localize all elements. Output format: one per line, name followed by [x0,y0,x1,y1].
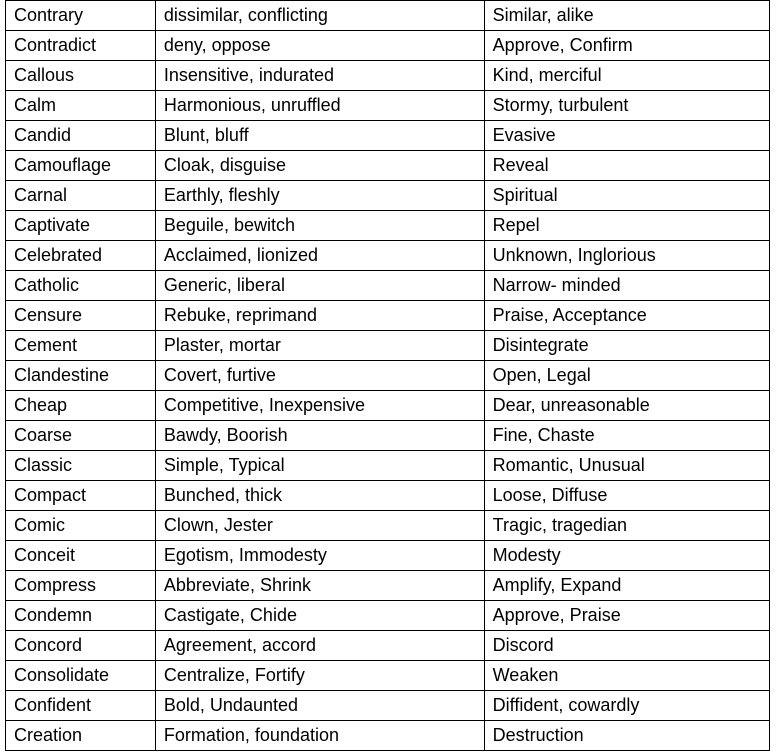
antonyms-cell: Dear, unreasonable [484,391,769,421]
synonyms-cell: deny, oppose [155,31,484,61]
table-row [6,31,770,61]
word-cell: Candid [6,121,156,151]
synonyms-cell: Castigate, Chide [155,601,484,631]
synonyms-cell: Rebuke, reprimand [155,301,484,331]
synonyms-cell: Beguile, bewitch [155,211,484,241]
antonyms-cell: Praise, Acceptance [484,301,769,331]
synonyms-cell: Abbreviate, Shrink [155,571,484,601]
table-row [6,241,770,271]
antonyms-cell: Similar, alike [484,1,769,31]
word-cell: Coarse [6,421,156,451]
antonyms-cell: Open, Legal [484,361,769,391]
table-row [6,541,770,571]
synonyms-cell: Harmonious, unruffled [155,91,484,121]
antonyms-cell: Unknown, Inglorious [484,241,769,271]
antonyms-cell: Loose, Diffuse [484,481,769,511]
table-row [6,511,770,541]
word-cell: Clandestine [6,361,156,391]
antonyms-cell: Approve, Confirm [484,31,769,61]
word-cell: Celebrated [6,241,156,271]
antonyms-cell: Romantic, Unusual [484,451,769,481]
synonyms-cell: Insensitive, indurated [155,61,484,91]
antonyms-cell: Destruction [484,721,769,751]
synonyms-cell: Acclaimed, lionized [155,241,484,271]
word-cell: Catholic [6,271,156,301]
table-row [6,61,770,91]
word-cell: Consolidate [6,661,156,691]
synonyms-cell: Formation, foundation [155,721,484,751]
synonyms-cell: Simple, Typical [155,451,484,481]
table-row [6,301,770,331]
table-row [6,391,770,421]
word-cell: Contrary [6,1,156,31]
word-cell: Callous [6,61,156,91]
word-table [5,0,770,751]
word-cell: Calm [6,91,156,121]
word-table-body [6,1,770,751]
word-cell: Confident [6,691,156,721]
table-row [6,91,770,121]
antonyms-cell: Evasive [484,121,769,151]
word-cell: Camouflage [6,151,156,181]
antonyms-cell: Spiritual [484,181,769,211]
word-cell: Censure [6,301,156,331]
word-cell: Classic [6,451,156,481]
antonyms-cell: Diffident, cowardly [484,691,769,721]
table-row [6,631,770,661]
word-cell: Comic [6,511,156,541]
synonyms-cell: Centralize, Fortify [155,661,484,691]
synonyms-cell: Blunt, bluff [155,121,484,151]
word-cell: Cement [6,331,156,361]
table-row [6,571,770,601]
synonyms-cell: Earthly, fleshly [155,181,484,211]
synonyms-cell: Bawdy, Boorish [155,421,484,451]
synonyms-cell: Generic, liberal [155,271,484,301]
antonyms-cell: Discord [484,631,769,661]
table-row [6,211,770,241]
table-row [6,721,770,751]
word-cell: Condemn [6,601,156,631]
word-cell: Compact [6,481,156,511]
synonyms-cell: Covert, furtive [155,361,484,391]
table-row [6,271,770,301]
word-cell: Creation [6,721,156,751]
antonyms-cell: Kind, merciful [484,61,769,91]
synonyms-cell: Bold, Undaunted [155,691,484,721]
antonyms-cell: Modesty [484,541,769,571]
table-row [6,151,770,181]
table-row [6,331,770,361]
table-row [6,661,770,691]
antonyms-cell: Fine, Chaste [484,421,769,451]
synonyms-cell: Agreement, accord [155,631,484,661]
table-row [6,691,770,721]
table-row [6,361,770,391]
antonyms-cell: Reveal [484,151,769,181]
table-row [6,451,770,481]
synonyms-cell: Plaster, mortar [155,331,484,361]
word-cell: Cheap [6,391,156,421]
synonyms-cell: Competitive, Inexpensive [155,391,484,421]
synonyms-cell: Cloak, disguise [155,151,484,181]
table-row [6,181,770,211]
table-row [6,121,770,151]
word-cell: Concord [6,631,156,661]
synonyms-cell: Clown, Jester [155,511,484,541]
word-cell: Conceit [6,541,156,571]
synonyms-cell: Egotism, Immodesty [155,541,484,571]
antonyms-cell: Stormy, turbulent [484,91,769,121]
table-row [6,481,770,511]
antonyms-cell: Approve, Praise [484,601,769,631]
table-row [6,601,770,631]
table-row [6,421,770,451]
antonyms-cell: Tragic, tragedian [484,511,769,541]
antonyms-cell: Repel [484,211,769,241]
antonyms-cell: Weaken [484,661,769,691]
synonyms-cell: Bunched, thick [155,481,484,511]
word-cell: Captivate [6,211,156,241]
word-cell: Compress [6,571,156,601]
antonyms-cell: Disintegrate [484,331,769,361]
antonyms-cell: Amplify, Expand [484,571,769,601]
word-cell: Contradict [6,31,156,61]
word-cell: Carnal [6,181,156,211]
synonyms-cell: dissimilar, conflicting [155,1,484,31]
table-row [6,1,770,31]
antonyms-cell: Narrow- minded [484,271,769,301]
